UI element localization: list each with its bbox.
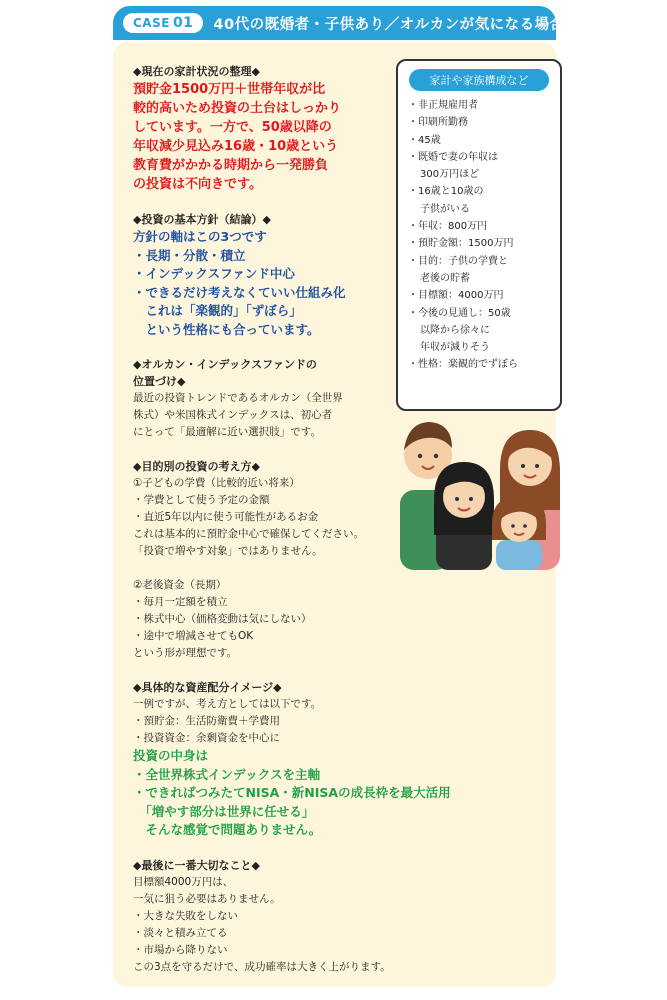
blue-policy: 方針の軸はこの3つです ・長期・分散・積立 ・インデックスファンド中心 ・できるだけ考えなくていい仕組み化 これは「楽観的」「ずぼら」 という性格にも合っています。 bbox=[133, 229, 346, 337]
body-text: ・学費として使う予定の金額 bbox=[133, 494, 270, 506]
profile-item: ・既婚で妻の年収は bbox=[408, 151, 498, 163]
body-text: 「投資で増やす対象」ではありません。 bbox=[133, 545, 323, 557]
body-text: 最近の投資トレンドであるオルカン（全世界 bbox=[133, 392, 343, 404]
body-text: この3点を守るだけで、成功確率は大きく上がります。 bbox=[133, 960, 391, 973]
profile-item: ・年収：800万円 bbox=[408, 221, 488, 233]
case-title: 40代の既婚者・子供あり／オルカンが気になる場合 bbox=[213, 16, 565, 33]
profile-item-cont: 300万円ほど bbox=[420, 169, 480, 181]
section-heading: ◆オルカン・インデックスファンドの bbox=[133, 358, 317, 371]
green-investment-content: 投資の中身は ・全世界株式インデックスを主軸 ・できればつみたてNISA・新NISAの成長枠を最大活用 「増やす部分は世界に任せる」 そんな感覚で問題ありません。 bbox=[133, 748, 451, 837]
sub-heading: ①子どもの学費（比較的近い将来） bbox=[133, 477, 300, 489]
family-illustration bbox=[396, 400, 566, 570]
profile-box-title: 家計や家族構成など bbox=[409, 69, 549, 91]
case-badge: CASE 01 bbox=[123, 13, 203, 33]
body-text: 一例ですが、考え方としては以下です。 bbox=[133, 698, 322, 710]
body-text: ・株式中心（価格変動は気にしない） bbox=[133, 613, 312, 625]
body-text: ・投資資金：余剰資金を中心に bbox=[133, 732, 280, 744]
profile-item: ・預貯金額：1500万円 bbox=[408, 238, 514, 250]
profile-list bbox=[398, 97, 560, 374]
body-text: 株式）や米国株式インデックスは、初心者 bbox=[133, 409, 333, 421]
body-text: ・預貯金：生活防衛費＋学費用 bbox=[133, 715, 280, 727]
profile-item: ・16歳と10歳の bbox=[408, 186, 484, 198]
body-text: ・毎月一定額を積立 bbox=[133, 596, 228, 608]
section-heading: ◆具体的な資産配分イメージ◆ bbox=[133, 681, 282, 694]
profile-item-cont: 老後の貯蓄 bbox=[420, 272, 470, 284]
red-summary: 預貯金1500万円＋世帯年収が比 較的高いため投資の土台はしっかり しています。一方で、50歳以降の 年収減少見込み16歳・10歳という 教育費がかかる時期から一発勝負 の投資は不向きです。 bbox=[133, 82, 342, 192]
case-header bbox=[113, 6, 565, 40]
profile-item: ・印刷所勤務 bbox=[408, 117, 468, 129]
body-text: ・途中で増減させてもOK bbox=[133, 630, 254, 642]
section-heading: ◆目的別の投資の考え方◆ bbox=[133, 460, 260, 473]
child-body bbox=[496, 540, 542, 570]
family-profile-box bbox=[396, 59, 562, 411]
body-text: という形が理想です。 bbox=[133, 647, 238, 659]
body-text: ・淡々と積み立てる bbox=[133, 926, 228, 939]
section-heading: ◆現在の家計状況の整理◆ bbox=[133, 65, 260, 78]
body-text: ・市場から降りない bbox=[133, 943, 228, 956]
profile-item: ・目標額：4000万円 bbox=[408, 290, 504, 302]
body-text: 一気に狙う必要はありません。 bbox=[133, 892, 281, 905]
body-text: ・大きな失敗をしない bbox=[133, 909, 238, 922]
body-text: これは基本的に預貯金中心で確保してください。 bbox=[133, 528, 364, 540]
section-heading: 位置づけ◆ bbox=[133, 375, 186, 388]
body-text: 目標額4000万円は、 bbox=[133, 875, 234, 888]
profile-item-cont: 年収が減りそう bbox=[420, 342, 490, 354]
profile-item: ・45歳 bbox=[408, 134, 441, 146]
profile-item-cont: 以降から徐々に bbox=[420, 324, 490, 336]
profile-item: ・性格：楽観的でずぼら bbox=[408, 359, 518, 371]
profile-item: ・目的：子供の学費と bbox=[408, 255, 508, 267]
sub-heading: ②老後資金（長期） bbox=[133, 579, 227, 591]
section-heading: ◆投資の基本方針（結論）◆ bbox=[133, 213, 271, 226]
profile-item-cont: 子供がいる bbox=[420, 203, 470, 215]
profile-item: ・非正規雇用者 bbox=[408, 100, 478, 111]
body-text: にとって「最適解に近い選択肢」です。 bbox=[133, 426, 321, 438]
body-text: ・直近5年以内に使う可能性があるお金 bbox=[133, 511, 319, 523]
profile-item: ・今後の見通し：50歳 bbox=[408, 307, 511, 319]
section-heading: ◆最後に一番大切なこと◆ bbox=[133, 858, 260, 872]
